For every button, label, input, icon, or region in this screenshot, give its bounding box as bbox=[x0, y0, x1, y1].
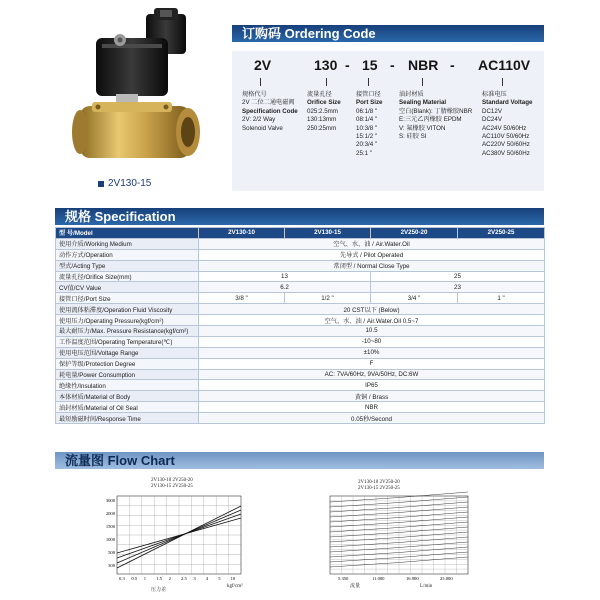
ordering-code-header: 订购码 Ordering Code bbox=[232, 25, 544, 42]
code-desc-line: 标准电压 bbox=[482, 91, 507, 98]
chart1-x-caption: kgf/cm² bbox=[227, 584, 243, 589]
chart1-y-tick: 500 bbox=[108, 550, 115, 555]
spec-row bbox=[56, 380, 545, 391]
code-desc-option: 130:13mm bbox=[307, 116, 337, 124]
chart1-y-tick: 2000 bbox=[105, 511, 115, 516]
flow-chart-header: 流量图 Flow Chart bbox=[55, 452, 544, 469]
code-desc-line: 规格代号 bbox=[242, 91, 267, 98]
chart2-x-tick: 25.000 bbox=[440, 576, 453, 581]
spec-cell: 23 bbox=[371, 282, 545, 293]
chart1-x-tick: 10 bbox=[230, 576, 236, 581]
code-desc-title: Port Size bbox=[356, 99, 383, 107]
spec-cell: 1/2 " bbox=[285, 293, 371, 304]
chart1-plot bbox=[95, 478, 250, 593]
chart2-x-caption: 流量 bbox=[350, 584, 361, 589]
spec-row bbox=[56, 402, 545, 413]
spec-row-label: 接管口径/Port Size bbox=[56, 293, 199, 304]
chart1-x-tick: 0.5 bbox=[131, 576, 138, 581]
chart2-x-tick: 16.900 bbox=[406, 576, 419, 581]
code-desc-option: 20:3/4 " bbox=[356, 141, 378, 149]
code-tick bbox=[326, 78, 327, 86]
code-desc-line: 接管口径 bbox=[356, 91, 381, 98]
spec-col-header: 2V250-25 bbox=[458, 228, 545, 239]
spec-cell: 3/4 " bbox=[371, 293, 458, 304]
code-desc-option: AC110V 50/60Hz bbox=[482, 133, 530, 141]
spec-row bbox=[56, 271, 545, 282]
spec-row bbox=[56, 391, 545, 402]
chart1-x-tick: 1 bbox=[143, 576, 147, 581]
spec-col-header: 2V130-10 bbox=[199, 228, 285, 239]
product-model-caption bbox=[98, 178, 151, 189]
chart2-x-tick: 5.350 bbox=[338, 576, 349, 581]
code-desc-spec bbox=[242, 91, 298, 133]
code-desc-option: 10:3/8 " bbox=[356, 124, 378, 132]
spec-cell: IP65 bbox=[199, 380, 545, 391]
code-desc-option: 250:25mm bbox=[307, 124, 337, 132]
spec-row-label: 最短励磁时间/Response Time bbox=[56, 413, 199, 424]
code-tick bbox=[368, 78, 369, 86]
code-part-port: 15 bbox=[362, 57, 378, 73]
chart1-x-tick: 2.5 bbox=[181, 576, 187, 581]
spec-cell: 1 " bbox=[458, 293, 545, 304]
spec-col-header: 2V130-15 bbox=[285, 228, 371, 239]
code-desc-title: Orifice Size bbox=[307, 99, 341, 107]
spec-row-label: CV值/CV Value bbox=[56, 282, 199, 293]
code-tick bbox=[502, 78, 503, 86]
code-desc-voltage bbox=[482, 91, 532, 158]
chart2-plot bbox=[312, 472, 477, 590]
code-desc-title: Sealing Material bbox=[399, 99, 447, 107]
code-desc-orifice bbox=[307, 91, 341, 133]
code-dash: - bbox=[450, 57, 455, 73]
code-dash: - bbox=[390, 57, 395, 73]
spec-row-label: 型式/Acting Type bbox=[56, 260, 199, 271]
chart1-x-tick: 1.5 bbox=[156, 576, 162, 581]
spec-cell: 6.2 bbox=[199, 282, 371, 293]
spec-cell: AC: 7VA/60Hz, 9VA/50Hz, DC:6W bbox=[199, 369, 545, 380]
chart2-legend-line: 2V130-15 2V250-25 bbox=[358, 486, 400, 491]
code-desc-option: 06:1/8 " bbox=[356, 107, 378, 115]
code-dash: - bbox=[345, 57, 350, 73]
spec-row bbox=[56, 358, 545, 369]
spec-cell: NBR bbox=[199, 402, 545, 413]
flow-chart-flowrate bbox=[312, 472, 477, 590]
chart1-y-tick: 3000 bbox=[105, 498, 115, 503]
spec-row-label: 使用电压范围/Voltage Range bbox=[56, 347, 199, 358]
spec-cell: 空气、水、油 / Air.Water.Oil 0.5~7 bbox=[199, 315, 545, 326]
spec-cell: 3/8 " bbox=[199, 293, 285, 304]
spec-row-label: 保护等级/Protection Degree bbox=[56, 358, 199, 369]
chart1-y-tick: 1500 bbox=[105, 524, 115, 529]
ordering-code-panel bbox=[232, 51, 544, 191]
chart1-y-tick: 300 bbox=[108, 563, 115, 568]
spec-cell: 黄铜 / Brass bbox=[199, 391, 545, 402]
spec-cell: 10.5 bbox=[199, 326, 545, 337]
code-desc-option: 025:2.5mm bbox=[307, 107, 338, 115]
code-desc-option: AC380V 50/60Hz bbox=[482, 149, 530, 157]
spec-row-label: 油封材质/Material of Oil Seal bbox=[56, 402, 199, 413]
spec-row bbox=[56, 304, 545, 315]
spec-row-label: 工作温度范围/Operating Temperature(℃) bbox=[56, 336, 199, 347]
flow-chart-pressure bbox=[95, 478, 250, 593]
spec-row bbox=[56, 326, 545, 337]
code-desc-option: 15:1/2 " bbox=[356, 133, 378, 141]
code-desc-option: AC24V 50/60Hz bbox=[482, 124, 527, 132]
spec-row bbox=[56, 347, 545, 358]
spec-cell: F bbox=[199, 358, 545, 369]
chart1-x-label: 压力差 bbox=[151, 588, 167, 593]
bullet-square-icon bbox=[98, 181, 104, 187]
spec-row-label: 使用压力/Operating Pressure(kgf/cm²) bbox=[56, 315, 199, 326]
specification-header: 规格 Specification bbox=[55, 208, 544, 225]
code-desc-title: Standard Voltage bbox=[482, 99, 533, 107]
spec-row-label: 最大耐压力/Max. Pressure Resistance(kgf/cm²) bbox=[56, 326, 199, 337]
spec-row bbox=[56, 413, 545, 424]
code-tick bbox=[422, 78, 423, 86]
code-desc-line: 流量孔径 bbox=[307, 91, 332, 98]
spec-row bbox=[56, 238, 545, 249]
spec-row bbox=[56, 369, 545, 380]
chart1-y-tick: 1000 bbox=[105, 537, 115, 542]
code-desc-line: 2V 二位二通电磁阀 bbox=[242, 99, 295, 107]
solenoid-valve-photo bbox=[58, 8, 208, 173]
chart1-legend-line: 2V130-10 2V250-20 bbox=[151, 478, 193, 483]
code-desc-option: 2V: 2/2 Way bbox=[242, 116, 276, 124]
code-desc-option: V: 氟橡胶 VITON bbox=[399, 124, 446, 132]
spec-cell: 20 CST以下 (Below) bbox=[199, 304, 545, 315]
code-desc-option: Solenoid Valve bbox=[242, 124, 283, 132]
spec-row-label: 绝缘性/Insulation bbox=[56, 380, 199, 391]
code-desc-option: E:三元乙丙橡胶 EPDM bbox=[399, 116, 462, 124]
code-desc-seal bbox=[399, 91, 472, 141]
code-desc-port bbox=[356, 91, 382, 158]
code-desc-option: AC220V 50/60Hz bbox=[482, 141, 530, 149]
spec-row-label: 使用介质/Working Medium bbox=[56, 238, 199, 249]
spec-cell: 空气、水、油 / Air.Water.Oil bbox=[199, 238, 545, 249]
spec-row bbox=[56, 293, 545, 304]
code-desc-option: 25:1 " bbox=[356, 149, 372, 157]
spec-cell: 13 bbox=[199, 271, 371, 282]
spec-row bbox=[56, 249, 545, 260]
spec-cell: 25 bbox=[371, 271, 545, 282]
code-desc-option: 空白(Blank): 丁腈橡胶NBR bbox=[399, 107, 473, 115]
code-tick bbox=[260, 78, 261, 86]
product-model-label: 2V130-15 bbox=[108, 178, 152, 189]
spec-row bbox=[56, 336, 545, 347]
code-desc-line: 油封材质 bbox=[399, 91, 424, 98]
chart1-x-tick: 4 bbox=[205, 576, 209, 581]
code-part-seal: NBR bbox=[408, 57, 439, 73]
spec-row-label: 使用流体粘滞度/Operation Fluid Viscosity bbox=[56, 304, 199, 315]
code-desc-option: DC24V bbox=[482, 116, 502, 124]
chart1-x-tick: 0.3 bbox=[119, 576, 125, 581]
spec-row-label: 本体材质/Material of Body bbox=[56, 391, 199, 402]
chart2-x-tick: 11.000 bbox=[372, 576, 385, 581]
spec-row-label: 流量孔径/Orifice Size(mm) bbox=[56, 271, 199, 282]
chart1-legend-line: 2V130-15 2V250-25 bbox=[151, 484, 193, 489]
code-part-spec: 2V bbox=[254, 57, 272, 73]
code-desc-option: DC12V bbox=[482, 107, 502, 115]
code-part-voltage: AC110V bbox=[478, 57, 531, 73]
chart2-x-unit: L/min bbox=[420, 584, 433, 589]
spec-col-header: 2V250-20 bbox=[371, 228, 458, 239]
code-desc-option: S: 硅胶 SI bbox=[399, 133, 427, 141]
spec-cell: 0.05秒/Second bbox=[199, 413, 545, 424]
code-part-orifice: 130 bbox=[314, 57, 338, 73]
ordering-code-example bbox=[232, 57, 544, 75]
spec-row-label: 动作方式/Operation bbox=[56, 249, 199, 260]
code-desc-title: Specification Code bbox=[242, 107, 298, 115]
chart2-legend-line: 2V130-10 2V250-20 bbox=[358, 480, 400, 485]
spec-row bbox=[56, 282, 545, 293]
spec-row-label: 耗电量/Power Consumption bbox=[56, 369, 199, 380]
spec-cell: ±10% bbox=[199, 347, 545, 358]
chart1-x-tick: 5 bbox=[218, 576, 221, 581]
spec-header-row bbox=[56, 228, 545, 239]
spec-row bbox=[56, 315, 545, 326]
chart1-x-tick: 3 bbox=[193, 576, 196, 581]
code-desc-option: 08:1/4 " bbox=[356, 116, 378, 124]
spec-cell: -10~80 bbox=[199, 336, 545, 347]
chart1-x-tick: 2 bbox=[168, 576, 171, 581]
spec-cell: 常闭型 / Normal Close Type bbox=[199, 260, 545, 271]
specification-table bbox=[55, 227, 545, 424]
spec-cell: 先导式 / Pilot Operated bbox=[199, 249, 545, 260]
spec-row bbox=[56, 260, 545, 271]
spec-col-header: 型 号/Model bbox=[56, 228, 199, 239]
